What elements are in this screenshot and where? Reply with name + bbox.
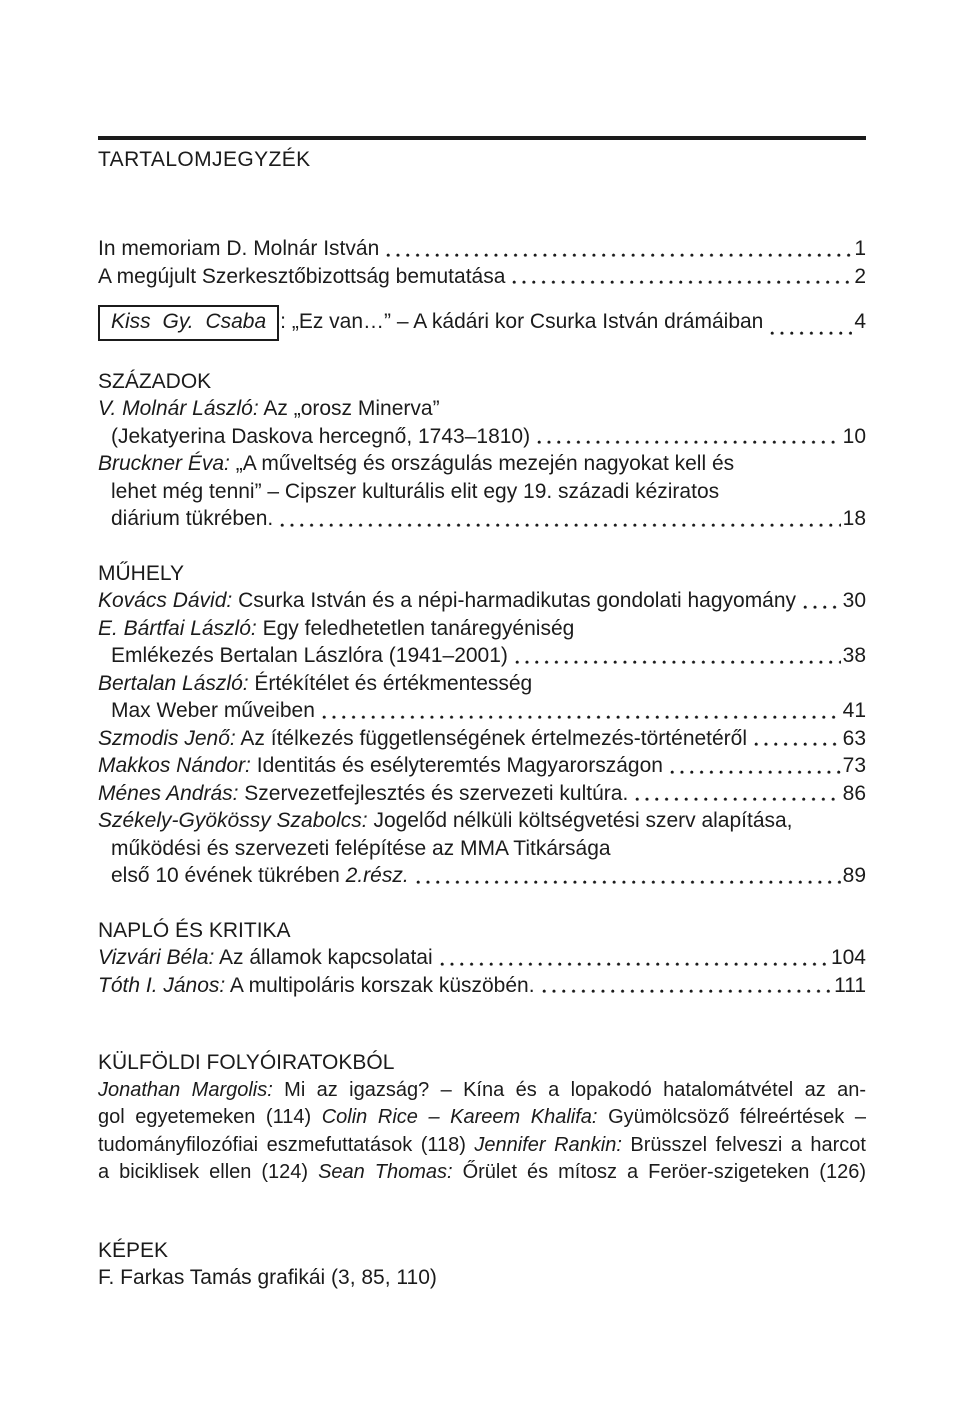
toc-entry-line bbox=[98, 862, 866, 890]
entry-title bbox=[98, 670, 532, 698]
entry-text: Brüsszel felveszi a harcot bbox=[621, 1133, 866, 1156]
entry-title bbox=[98, 725, 747, 753]
entry-title bbox=[98, 752, 663, 780]
toc-entry-line bbox=[98, 450, 866, 478]
entry-text: a biciklisek ellen (124) bbox=[98, 1161, 319, 1183]
toc-entry-line bbox=[98, 505, 866, 533]
toc-entry-line bbox=[98, 235, 866, 263]
entry-text: Jogelőd nélküli költségvetési szerv alapítása, bbox=[367, 809, 793, 832]
entry-text: működési és szervezeti felépítése az MMA Titkársága bbox=[111, 836, 611, 860]
section-heading: NAPLÓ ÉS KRITIKA bbox=[98, 918, 291, 942]
entry-text: első 10 évének tükrében bbox=[111, 864, 346, 887]
author-name: Kovács Dávid: bbox=[98, 589, 233, 612]
entry-title bbox=[98, 263, 505, 291]
author-name: Székely-Gyökössy Szabolcs: bbox=[98, 809, 368, 832]
author-name: Makkos Nándor: bbox=[98, 754, 251, 777]
dot-leader bbox=[440, 962, 829, 968]
section-heading: SZÁZADOK bbox=[98, 369, 212, 393]
toc-entry-line bbox=[98, 615, 866, 643]
entry-title bbox=[98, 780, 628, 808]
author-name: Szmodis Jenő: bbox=[98, 726, 236, 750]
page-number: 38 bbox=[842, 644, 866, 667]
entry-text: Értékítélet és értékmentesség bbox=[248, 671, 533, 695]
toc-entry-line bbox=[98, 305, 866, 341]
toc-entry-line bbox=[98, 1264, 866, 1292]
entry-text: Az ítélkezés függetlenségének értelmezés-történetéről bbox=[235, 726, 748, 750]
journal-paragraph bbox=[98, 1077, 866, 1187]
page-number: 10 bbox=[842, 424, 866, 448]
dot-leader bbox=[770, 331, 852, 337]
entry-text: lehet még tenni” – Cipszer kulturális elit egy 19. századi kéziratos bbox=[111, 479, 720, 503]
dot-leader bbox=[754, 742, 841, 748]
toc-entry-line bbox=[98, 972, 866, 1000]
dot-leader bbox=[512, 280, 852, 286]
entry-text: In memoriam D. Molnár István bbox=[98, 237, 380, 260]
paragraph-line bbox=[98, 1104, 866, 1132]
toc-entry-line bbox=[98, 642, 866, 670]
author-name: Jennifer Rankin: bbox=[474, 1133, 622, 1156]
page-number: 86 bbox=[842, 781, 866, 805]
entry-text: diárium tükrében. bbox=[111, 507, 274, 530]
author-name: Bruckner Éva: bbox=[98, 452, 230, 475]
toc-entry-line bbox=[98, 423, 866, 451]
dot-leader bbox=[515, 660, 841, 666]
entry-title bbox=[111, 423, 530, 451]
entry-text: Max Weber műveiben bbox=[111, 699, 315, 722]
author-name: Tóth I. János: bbox=[98, 973, 226, 997]
entry-text: Emlékezés Bertalan Lászlóra (1941–2001) bbox=[111, 644, 508, 667]
entry-text: Egy feledhetetlen tanáregyéniség bbox=[256, 616, 575, 640]
toc-entry-line bbox=[98, 725, 866, 753]
dot-leader bbox=[670, 770, 841, 776]
entry-title bbox=[98, 944, 433, 972]
entry-text: F. Farkas Tamás grafikái (3, 85, 110) bbox=[98, 1266, 437, 1289]
author-name: Sean Thomas: bbox=[318, 1161, 453, 1183]
entry-text: A megújult Szerkesztőbizottság bemutatása bbox=[98, 264, 506, 288]
entry-text: Identitás és esélyteremtés Magyarországon bbox=[250, 754, 663, 777]
toc-entry-line bbox=[98, 587, 866, 615]
entry-text: Mi az igazság? – Kína és a lopakodó hatalomátvétel az an- bbox=[272, 1078, 867, 1101]
entry-title bbox=[111, 862, 409, 890]
entry-title bbox=[111, 835, 611, 863]
table-of-contents bbox=[98, 235, 866, 1292]
toc-entry-line bbox=[98, 835, 866, 863]
entry-title bbox=[111, 478, 719, 506]
toc-entry-line bbox=[98, 395, 866, 423]
section-heading: KÜLFÖLDI FOLYÓIRATOKBÓL bbox=[98, 1051, 395, 1074]
page-number: 89 bbox=[842, 864, 866, 887]
entry-text: „A műveltség és országulás mezején nagyokat kell és bbox=[229, 452, 735, 475]
author-name: 2.rész. bbox=[345, 864, 409, 887]
toc-entry-line bbox=[98, 263, 866, 291]
entry-text: tudományfilozófiai eszmefuttatások (118) bbox=[98, 1133, 475, 1156]
entry-title bbox=[98, 395, 440, 423]
entry-title bbox=[111, 505, 273, 533]
paragraph-line bbox=[98, 1077, 866, 1105]
entry-text: Az államok kapcsolatai bbox=[214, 946, 433, 969]
header-rule bbox=[98, 136, 866, 140]
page-title: TARTALOMJEGYZÉK bbox=[98, 148, 311, 171]
author-name: Ménes András: bbox=[98, 781, 239, 805]
dot-leader bbox=[803, 605, 841, 611]
entry-title bbox=[98, 450, 734, 478]
toc-entry-line bbox=[98, 752, 866, 780]
toc-entry-line bbox=[98, 670, 866, 698]
toc-entry-line bbox=[98, 697, 866, 725]
entry-title bbox=[98, 1264, 437, 1292]
entry-title bbox=[98, 615, 574, 643]
dot-leader bbox=[322, 715, 841, 721]
page-number: 104 bbox=[830, 946, 866, 969]
author-name: V. Molnár László: bbox=[98, 397, 259, 420]
toc-entry-line bbox=[98, 780, 866, 808]
entry-title bbox=[111, 642, 508, 670]
section-heading: KÉPEK bbox=[98, 1238, 169, 1262]
entry-title bbox=[98, 587, 796, 615]
entry-text: Az „orosz Minerva” bbox=[258, 397, 440, 420]
entry-text: Csurka István és a népi-harmadikutas gondolati hagyomány bbox=[232, 589, 797, 612]
entry-text: Szervezetfejlesztés és szervezeti kultúra. bbox=[238, 781, 629, 805]
section-heading: MŰHELY bbox=[98, 561, 184, 585]
toc-entry-line bbox=[98, 807, 866, 835]
page-number: 30 bbox=[842, 589, 866, 612]
dot-leader bbox=[537, 440, 841, 446]
document-page bbox=[98, 0, 866, 1292]
page-number: 18 bbox=[842, 507, 866, 530]
author-name: Colin Rice – Kareem Khalifa: bbox=[321, 1106, 598, 1128]
page-number: 111 bbox=[834, 973, 866, 997]
boxed-author: Kiss Gy. Csaba bbox=[98, 305, 279, 341]
page-number: 2 bbox=[854, 264, 866, 288]
dot-leader bbox=[280, 523, 840, 529]
dot-leader bbox=[416, 880, 841, 886]
entry-text: Gyümölcsöző félreértések – bbox=[597, 1106, 866, 1128]
entry-text: : „Ez van…” – A kádári kor Csurka István drámáiban bbox=[280, 310, 764, 333]
entry-text: A multipoláris korszak küszöbén. bbox=[225, 973, 535, 997]
page-number: 73 bbox=[842, 754, 866, 777]
entry-title bbox=[111, 697, 315, 725]
page-number: 1 bbox=[854, 237, 866, 260]
page-number: 41 bbox=[842, 699, 866, 722]
page-number: 63 bbox=[842, 726, 866, 750]
entry-text: Őrület és mítosz a Feröer-szigeteken (126) bbox=[452, 1161, 866, 1183]
dot-leader bbox=[635, 797, 840, 803]
paragraph-line bbox=[98, 1159, 866, 1187]
author-name: Vizvári Béla: bbox=[98, 946, 215, 969]
entry-title bbox=[280, 308, 763, 336]
entry-title bbox=[98, 807, 793, 835]
page-number: 4 bbox=[854, 310, 866, 333]
toc-entry-line bbox=[98, 944, 866, 972]
author-name: Bertalan László: bbox=[98, 671, 249, 695]
dot-leader bbox=[542, 989, 833, 995]
paragraph-line bbox=[98, 1132, 866, 1160]
author-name: Jonathan Margolis: bbox=[98, 1078, 273, 1101]
dot-leader bbox=[386, 253, 852, 259]
entry-text: gol egyetemeken (114) bbox=[98, 1106, 322, 1128]
author-name: E. Bártfai László: bbox=[98, 616, 257, 640]
entry-title bbox=[98, 235, 379, 263]
entry-title bbox=[98, 972, 535, 1000]
toc-entry-line bbox=[98, 478, 866, 506]
entry-text: (Jekatyerina Daskova hercegnő, 1743–1810) bbox=[111, 424, 531, 448]
